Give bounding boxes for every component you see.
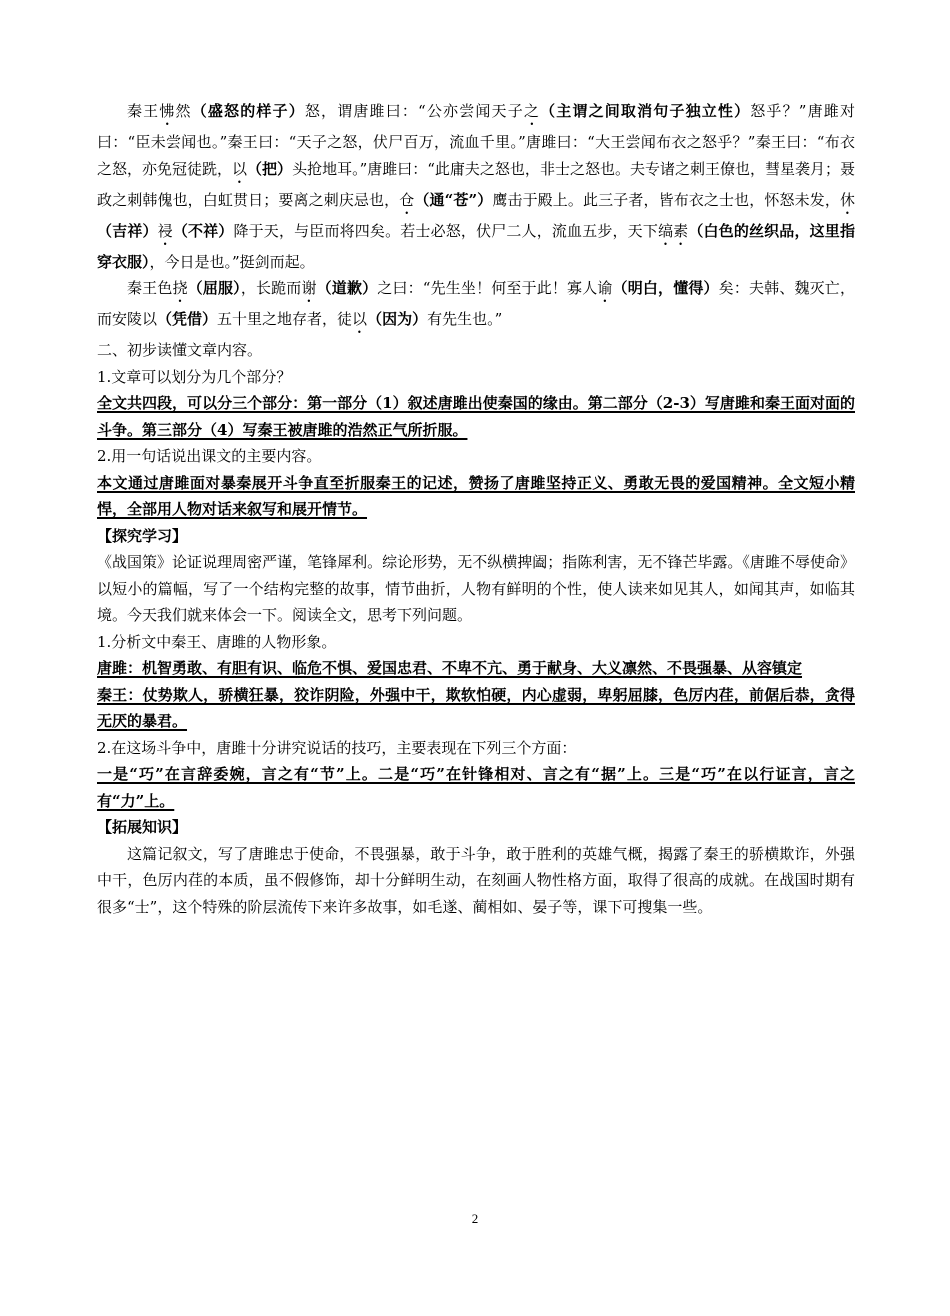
question-1: 1.文章可以划分为几个部分？ bbox=[97, 367, 292, 386]
text-run: 秦王 bbox=[127, 102, 160, 120]
dotted-word: 挠 bbox=[172, 279, 188, 297]
extend-heading: 【拓展知识】 bbox=[97, 818, 188, 836]
dotted-word: 以 bbox=[352, 310, 368, 328]
annotation: （通“苍”） bbox=[414, 190, 493, 209]
dotted-word: 缟素 bbox=[658, 221, 689, 240]
explore-question-2: 2.在这场斗争中，唐雎十分讲究说话的技巧，主要表现在下列三个方面： bbox=[97, 738, 577, 757]
text-run: 头抢地耳。”唐雎曰：“此庸夫之怒也，非士之怒也。夫专诸之刺王僚也，彗星袭月；聂政之刺韩傀也，白虹贯日；要离之刺庆忌也， bbox=[97, 159, 855, 209]
dotted-word: 祲 bbox=[157, 221, 173, 240]
dotted-word: 以 bbox=[232, 159, 248, 178]
annotation: （凭借） bbox=[157, 310, 218, 328]
annotation: （主谓之间取消句子独立性） bbox=[540, 102, 751, 120]
text-run: ，长跪而 bbox=[240, 279, 302, 297]
dotted-word: 谕 bbox=[597, 279, 613, 297]
dotted-word: 谢 bbox=[301, 279, 317, 297]
annotation: （道歉） bbox=[316, 279, 378, 297]
answer-tangju: 唐雎：机智勇敢、有胆有识、临危不惧、爱国忠君、不卑不亢、勇于献身、大义凛然、不畏强暴、从容镇定 bbox=[97, 659, 803, 677]
answer-speech-skills: 一是“巧”在言辞委婉，言之有“节”上。二是“巧”在针锋相对、言之有“据”上。三是“巧”在以行证言，言之有“力”上。 bbox=[97, 765, 855, 810]
question-2: 2.用一句话说出课文的主要内容。 bbox=[97, 447, 322, 465]
explore-heading: 【探究学习】 bbox=[97, 526, 188, 545]
answer-2: 本文通过唐雎面对暴秦展开斗争直至折服秦王的记述，赞扬了唐雎坚持正义、勇敢无畏的爱国精神。全文短小精悍，全部用人物对话来叙写和展开情节。 bbox=[97, 473, 855, 518]
annotation: （不祥） bbox=[172, 221, 234, 240]
text-run: 秦王色 bbox=[127, 279, 173, 297]
text-run: 五十里之地存者，徒 bbox=[217, 310, 353, 328]
annotation: （明白，懂得） bbox=[612, 279, 719, 297]
text-run: 鹰击于殿上。此三子者，皆布衣之士也，怀怒未发， bbox=[492, 190, 840, 209]
annotation: （屈服） bbox=[187, 279, 241, 297]
annotation: （因为） bbox=[367, 310, 428, 328]
extend-body: 这篇记叙文，写了唐雎忠于使命，不畏强暴，敢于斗争，敢于胜利的英雄气概，揭露了秦王的骄横欺诈，外强中干，色厉内荏的本质，虽不假修饰，却十分鲜明生动，在刻画人物性格方面，取得了很高的成就。在战国时期有很多“士”，这个特殊的阶层流传下来许多故事，如毛遂、蔺相如、晏子等，课下可搜集一些。 bbox=[97, 844, 855, 916]
annotation: （白色的丝织品，这里指穿衣服） bbox=[97, 221, 855, 271]
passage-paragraph-2 bbox=[97, 275, 855, 337]
annotation: （盛怒的样子） bbox=[191, 102, 305, 120]
dotted-word: 休 bbox=[839, 190, 855, 209]
text-run: ，今日是也。”挺剑而起。 bbox=[149, 252, 315, 271]
explore-question-1: 1.分析文中秦王、唐雎的人物形象。 bbox=[97, 632, 337, 651]
text-run: 然 bbox=[175, 102, 192, 120]
dotted-word: 怫 bbox=[159, 102, 176, 120]
explore-intro: 《战国策》论证说理周密严谨，笔锋犀利。综论形势，无不纵横捭阖；指陈利害，无不锋芒毕露。《唐雎不辱使命》以短小的篇幅，写了一个结构完整的故事，情节曲折，人物有鲜明的个性，使人读来如见其人，如闻其声，如临其境。今天我们就来体会一下。阅读全文，思考下列问题。 bbox=[97, 553, 855, 624]
answer-qinwang: 秦王：仗势欺人，骄横狂暴，狡诈阴险，外强中干，欺软怕硬，内心虚弱，卑躬屈膝，色厉内荏，前倨后恭，贪得无厌的暴君。 bbox=[97, 685, 855, 730]
text-run: 矣：夫韩、魏灭亡，而安陵以 bbox=[97, 279, 855, 328]
text-run: 怒，谓唐雎曰：“公亦尝闻天子 bbox=[304, 102, 524, 120]
answer-1: 全文共四段，可以分三个部分：第一部分（1）叙述唐雎出使秦国的缘由。第二部分（2-3）写唐雎和秦王面对面的斗争。第三部分（4）写秦王被唐雎的浩然正气所折服。 bbox=[97, 394, 855, 439]
document-body bbox=[97, 98, 855, 920]
text-run: 有先生也。” bbox=[427, 310, 503, 328]
text-run: 之曰：“先生坐！何至于此！寡人 bbox=[377, 279, 598, 297]
text-run: 怒乎？”唐雎对曰：“臣未尝闻也。”秦王曰：“天子之怒，伏尸百万，流血千里。”唐雎曰：“大王尝闻布衣之怒乎？”秦王曰：“布衣之怒，亦免冠徒跣， bbox=[97, 102, 855, 178]
dotted-word: 之 bbox=[523, 102, 541, 120]
section-heading: 二、初步读懂文章内容。 bbox=[97, 341, 263, 359]
passage-paragraph-1 bbox=[97, 98, 855, 275]
annotation: （吉祥） bbox=[97, 221, 158, 240]
annotation: （把） bbox=[247, 159, 293, 178]
page-number: 2 bbox=[471, 1211, 479, 1226]
dotted-word: 仓 bbox=[399, 190, 415, 209]
text-run: 降于天，与臣而将四矣。若士必怒，伏尸二人，流血五步，天下 bbox=[233, 221, 659, 240]
